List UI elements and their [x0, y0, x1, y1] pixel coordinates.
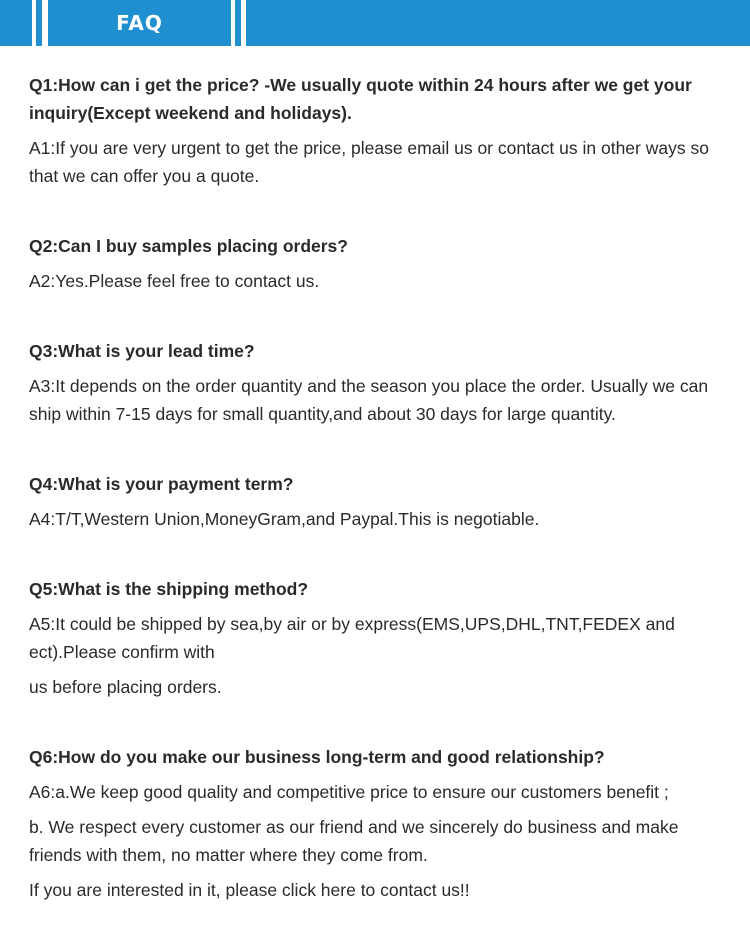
faq-item-3	[29, 337, 734, 428]
faq-list	[29, 71, 734, 946]
question-3: Q3:What is your lead time?	[29, 341, 255, 361]
question-2: Q2:Can I buy samples placing orders?	[29, 236, 348, 256]
answer-6-part-b: b. We respect every customer as our friend and we sincerely do business and make friends with them, no matter where they come from.	[29, 817, 679, 865]
contact-us-link[interactable]: If you are interested in it, please click here to contact us!!	[29, 880, 470, 900]
question-1: Q1:How can i get the price? -We usually quote within 24 hours after we get your inquiry(Except weekend and holidays).	[29, 75, 692, 123]
question-5: Q5:What is the shipping method?	[29, 579, 309, 599]
answer-5-continued: us before placing orders.	[29, 677, 222, 697]
faq-item-5	[29, 575, 734, 701]
answer-1: A1:If you are very urgent to get the price, please email us or contact us in other ways so that we can offer you a quote.	[29, 138, 709, 186]
answer-2: A2:Yes.Please feel free to contact us.	[29, 271, 320, 291]
faq-header-bar	[0, 0, 750, 47]
header-stripe	[235, 0, 241, 46]
header-stripe	[246, 0, 750, 46]
faq-item-6	[29, 743, 734, 904]
faq-item-4	[29, 470, 734, 533]
answer-3: A3:It depends on the order quantity and the season you place the order. Usually we can ship within 7-15 days for small quantity,and about 30 days for large quantity.	[29, 376, 709, 424]
answer-4: A4:T/T,Western Union,MoneyGram,and Paypal.This is negotiable.	[29, 509, 540, 529]
header-stripe	[0, 0, 32, 46]
question-6: Q6:How do you make our business long-term and good relationship?	[29, 747, 605, 767]
faq-item-1	[29, 71, 734, 190]
page-title: FAQ	[116, 11, 163, 35]
header-stripe	[36, 0, 42, 46]
answer-6-part-a: A6:a.We keep good quality and competitive price to ensure our customers benefit ;	[29, 782, 669, 802]
answer-5: A5:It could be shipped by sea,by air or by express(EMS,UPS,DHL,TNT,FEDEX and ect).Please confirm with	[29, 614, 675, 662]
faq-item-2	[29, 232, 734, 295]
question-4: Q4:What is your payment term?	[29, 474, 294, 494]
